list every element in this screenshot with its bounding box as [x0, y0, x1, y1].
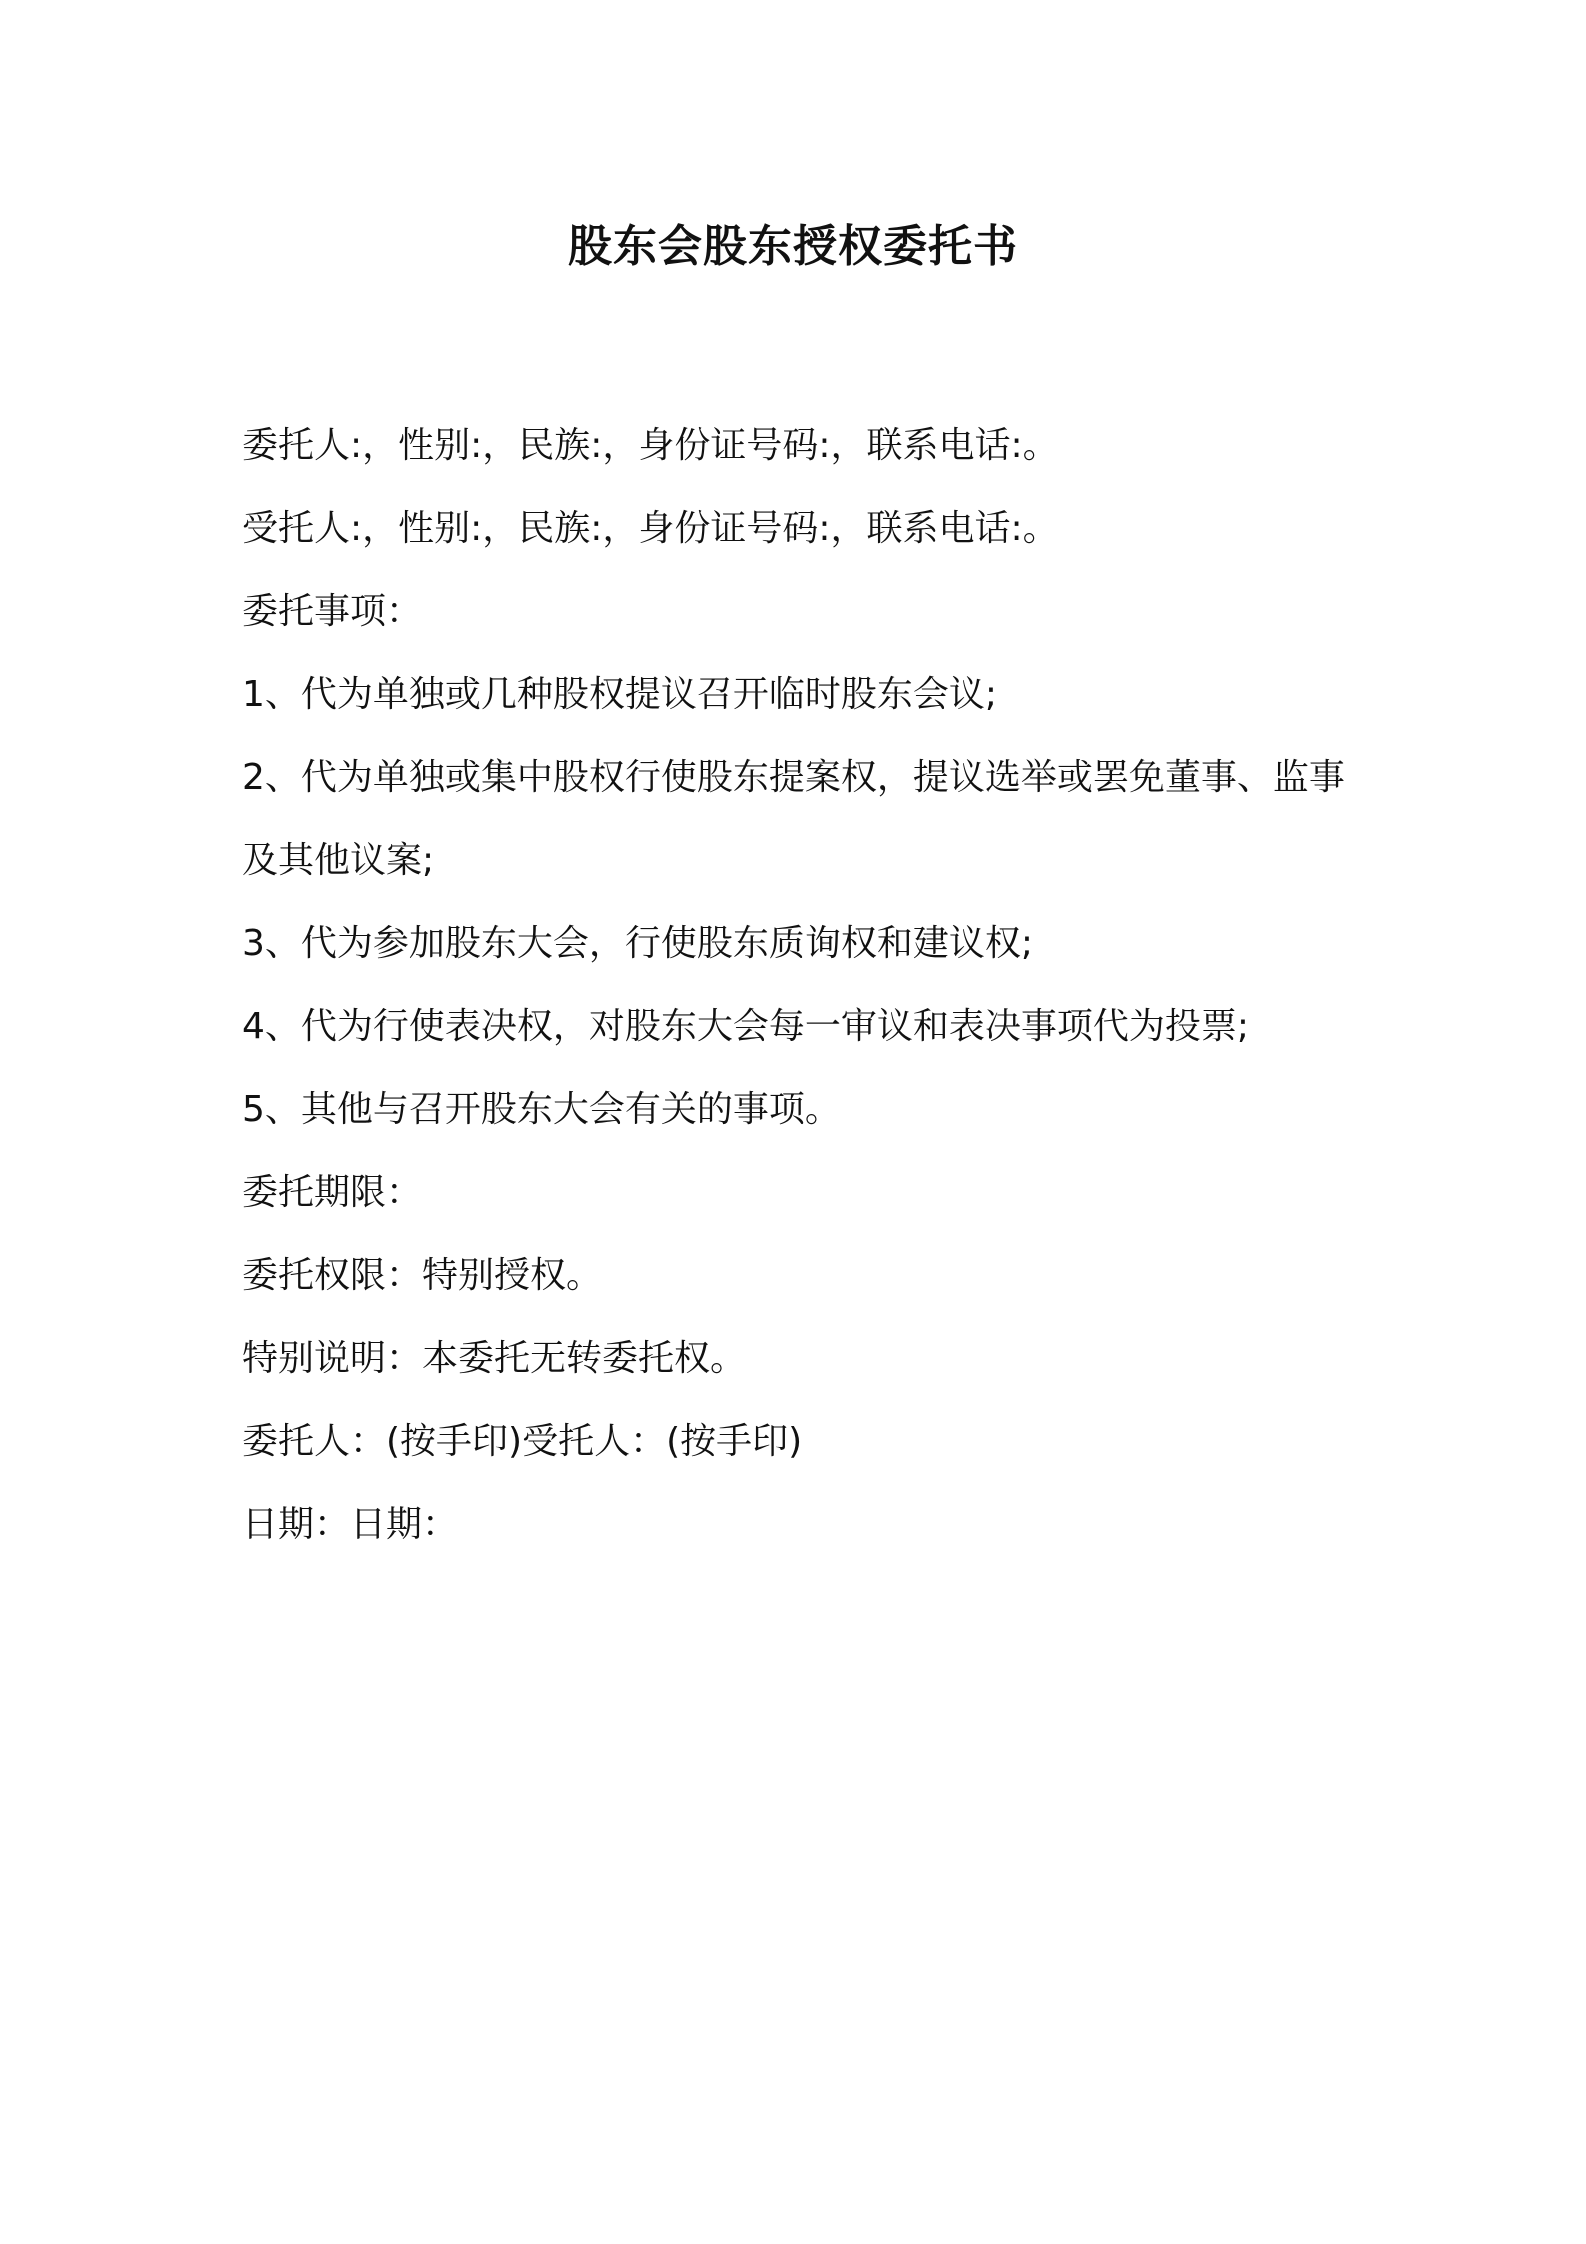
matter-item-2: 2、代为单独或集中股权行使股东提案权，提议选举或罢免董事、监事及其他议案; [242, 757, 1345, 881]
document-title: 股东会股东授权委托书 [568, 221, 1018, 272]
principal-info-line: 委托人:，性别:，民族:，身份证号码:，联系电话:。 [242, 425, 1059, 466]
entrustment-term-line: 委托期限： [242, 1172, 423, 1213]
entrusted-matters-heading: 委托事项： [242, 591, 423, 632]
signature-line: 委托人：(按手印)受托人：(按手印) [242, 1421, 803, 1462]
matter-item-1: 1、代为单独或几种股权提议召开临时股东会议; [242, 674, 998, 715]
date-line: 日期：日期： [242, 1504, 459, 1545]
document-body [242, 404, 1362, 1566]
agent-info-line: 受托人:，性别:，民族:，身份证号码:，联系电话:。 [242, 508, 1059, 549]
matter-item-4: 4、代为行使表决权，对股东大会每一审议和表决事项代为投票; [242, 1006, 1250, 1047]
matter-item-5: 5、其他与召开股东大会有关的事项。 [242, 1089, 841, 1130]
entrustment-authority-line: 委托权限：特别授权。 [242, 1255, 603, 1296]
special-note-line: 特别说明：本委托无转委托权。 [242, 1338, 747, 1379]
matter-item-3: 3、代为参加股东大会，行使股东质询权和建议权; [242, 923, 1034, 964]
